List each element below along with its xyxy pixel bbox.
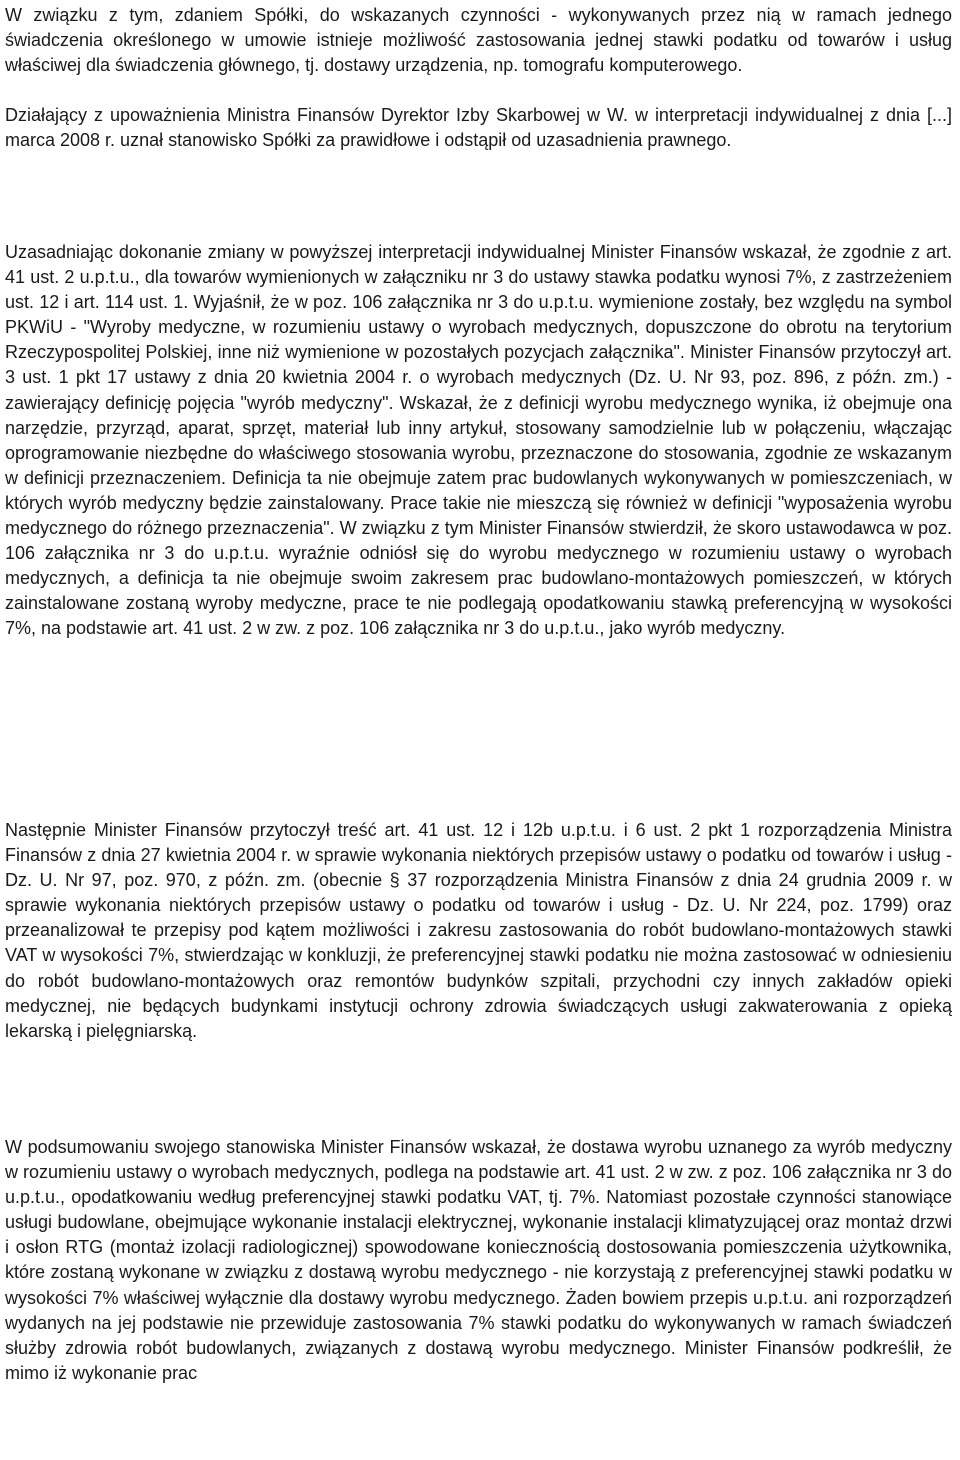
paragraph-regulation-analysis: Następnie Minister Finansów przytoczył treść art. 41 ust. 12 i 12b u.p.t.u. i 6 ust. 2 pkt 1 rozporządzenia Ministra Finansów z dnia 27 kwietnia 2004 r. w sprawie wykonania niektórych przepisów ustawy o podatku od towarów i usług - Dz. U. Nr 97, poz. 970, z późn. zm. (obecnie § 37 rozporządzenia Ministra Finansów z dnia 24 grudnia 2009 r. w sprawie wykonania niektórych przepisów ustawy o podatku od towarów i usług - Dz. U. Nr 224, poz. 1799) oraz przeanalizował te przepisy pod kątem możliwości i zakresu zastosowania do robót budowlano-montażowych stawki VAT w wysokości 7%, stwierdzając w konkluzji, że preferencyjnej stawki podatku nie można zastosować w odniesieniu do robót budowlano-montażowych oraz remontów budynków szpitali, przychodni czy innych zakładów opieki medycznej, nie będących budynkami instytucji ochrony zdrowia świadczących usługi zakwaterowania z opieką lekarską i pielęgniarską. (5, 820, 952, 1041)
paragraph-summary: W podsumowaniu swojego stanowiska Minister Finansów wskazał, że dostawa wyrobu uznanego za wyrób medyczny w rozumieniu ustawy o wyrobach medycznych, podlega na podstawie art. 41 ust. 2 w zw. z poz. 106 załącznika nr 3 do u.p.t.u., opodatkowaniu według preferencyjnej stawki podatku VAT, tj. 7%. Natomiast pozostałe czynności stanowiące usługi budowlane, obejmujące wykonanie instalacji elektrycznej, wykonanie instalacji klimatyzującej oraz montaż drzwi i osłon RTG (montaż izolacji radiologicznej) spowodowane koniecznością dostosowania pomieszczenia użytkownika, które zostaną wykonane w związku z dostawą wyrobu medycznego - nie korzystają z preferencyjnej stawki podatku w wysokości 7% właściwej wyłącznie dla dostawy wyrobu medycznego. Żaden bowiem przepis u.p.t.u. ani rozporządzeń wydanych na jej podstawie nie przewiduje zastosowania 7% stawki podatku do wykonywanych w ramach świadczeń służby zdrowia robót budowlanych, związanych z dostawą wyrobu medycznego. Minister Finansów podkreślił, że mimo iż wykonanie prac (5, 1137, 952, 1383)
paragraph-company-position: W związku z tym, zdaniem Spółki, do wskazanych czynności - wykonywanych przez nią w ramach jednego świadczenia określonego w umowie istnieje możliwość zastosowania jednej stawki podatku od towarów i usług właściwej dla świadczenia głównego, tj. dostawy urządzenia, np. tomografu komputerowego. (5, 5, 952, 76)
paragraph-minister-justification: Uzasadniając dokonanie zmiany w powyższej interpretacji indywidualnej Minister Finansów wskazał, że zgodnie z art. 41 ust. 2 u.p.t.u., dla towarów wymienionych w załączniku nr 3 do ustawy stawka podatku wynosi 7%, z zastrzeżeniem ust. 12 i art. 114 ust. 1. Wyjaśnił, że w poz. 106 załącznika nr 3 do u.p.t.u. wymienione zostały, bez względu na symbol PKWiU - "Wyroby medyczne, w rozumieniu ustawy o wyrobach medycznych, dopuszczone do obrotu na terytorium Rzeczypospolitej Polskiej, inne niż wymienione w pozostałych pozycjach załącznika". Minister Finansów przytoczył art. 3 ust. 1 pkt 17 ustawy z dnia 20 kwietnia 2004 r. o wyrobach medycznych (Dz. U. Nr 93, poz. 896, z późn. zm.) - zawierający definicję pojęcia "wyrób medyczny". Wskazał, że z definicji wyrobu medycznego wynika, iż obejmuje ona narzędzie, przyrząd, aparat, sprzęt, materiał lub inny artykuł, stosowany samodzielnie lub w połączeniu, włączając oprogramowanie niezbędne do właściwego stosowania wyrobu, przeznaczone do stosowania, zgodnie ze wskazanym w definicji przeznaczeniem. Definicja ta nie obejmuje zatem prac budowlanych wykonywanych w pomieszczeniach, w których wyrób medyczny będzie zainstalowany. Prace takie nie mieszczą się również w definicji "wyposażenia wyrobu medycznego do różnego przeznaczenia". W związku z tym Minister Finansów stwierdził, że skoro ustawodawca w poz. 106 załącznika nr 3 do u.p.t.u. wyraźnie odniósł się do wyrobu medycznego w rozumieniu ustawy o wyrobach medycznych, a definicja ta nie obejmuje swoim zakresem prac budowlano-montażowych pomieszczeń, w których zainstalowane zostaną wyroby medyczne, prace te nie podlegają opodatkowaniu stawką preferencyjną w wysokości 7%, na podstawie art. 41 ust. 2 w zw. z poz. 106 załącznika nr 3 do u.p.t.u., jako wyrób medyczny. (5, 242, 952, 639)
paragraph-director-interpretation: Działający z upoważnienia Ministra Finansów Dyrektor Izby Skarbowej w W. w interpretacji indywidualnej z dnia [...] marca 2008 r. uznał stanowisko Spółki za prawidłowe i odstąpił od uzasadnienia prawnego. (5, 105, 952, 151)
